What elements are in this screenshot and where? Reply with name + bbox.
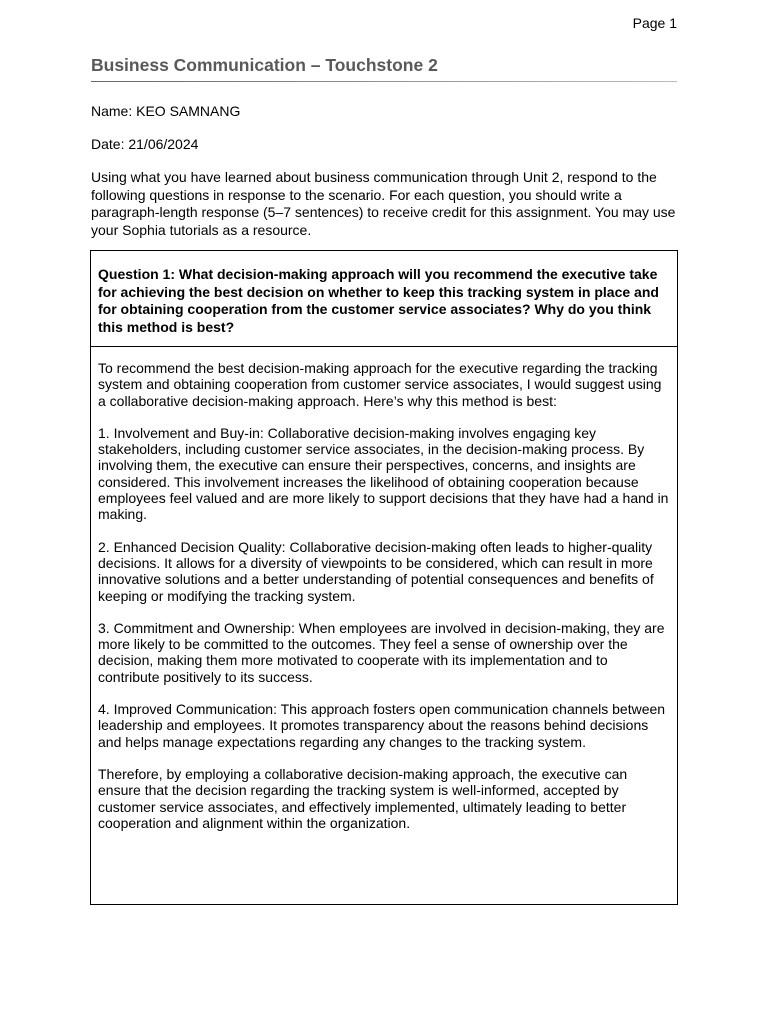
answer-paragraph: 3. Commitment and Ownership: When employees are involved in decision-making, they are more likely to be committed to the outcomes. They feel a sense of ownership over the decision, making them more motivated to cooperate with its implementation and to contribute positively to its success. (98, 619, 665, 685)
answer-cell (91, 347, 677, 831)
answer-paragraph: To recommend the best decision-making approach for the executive regarding the tracking system and obtaining cooperation from customer service associates, I would suggest using a collaborative decision-making approach. Here’s why this method is best: (98, 360, 662, 409)
instructions-paragraph: Using what you have learned about business communication through Unit 2, respond to the following questions in response to the scenario. For each question, you should write a paragraph-length response (5–7 sentences) to receive credit for this assignment. You may use your Sophia tutorials as a resource. (91, 169, 676, 238)
student-name: Name: KEO SAMNANG (91, 103, 241, 119)
submission-date: Date: 21/06/2024 (91, 136, 199, 152)
document-title: Business Communication – Touchstone 2 (91, 55, 438, 75)
answer-paragraph: 4. Improved Communication: This approach fosters open communication channels between leadership and employees. It promotes transparency about the reasons behind decisions and helps manage expectations regarding any changes to the tracking system. (98, 701, 666, 750)
answer-paragraph: Therefore, by employing a collaborative decision-making approach, the executive can ensure that the decision regarding the tracking system is well-informed, accepted by customer service associates, and effectively implemented, ultimately leading to better cooperation and alignment within the organization. (98, 765, 628, 831)
answer-paragraph: 2. Enhanced Decision Quality: Collaborative decision-making often leads to higher-quality decisions. It allows for a diversity of viewpoints to be considered, which can result in more innovative solutions and a better understanding of potential consequences and benefits of keeping or modifying the tracking system. (98, 538, 654, 604)
title-underline (91, 81, 677, 82)
page-number: Page 1 (632, 15, 677, 31)
question-answer-table (90, 250, 678, 905)
question-cell: Question 1: What decision-making approach will you recommend the executive take for achieving the best decision on whether to keep this tracking system in place and for obtaining cooperation from the customer service associates? Why do you think this method is best? (91, 251, 677, 347)
answer-paragraph: 1. Involvement and Buy-in: Collaborative decision-making involves engaging key stakeholders, including customer service associates, in the decision-making process. By involving them, the executive can ensure their perspectives, concerns, and insights are considered. This involvement increases the likelihood of obtaining cooperation because employees feel valued and are more likely to support decisions that they have had a hand in making. (98, 424, 669, 523)
